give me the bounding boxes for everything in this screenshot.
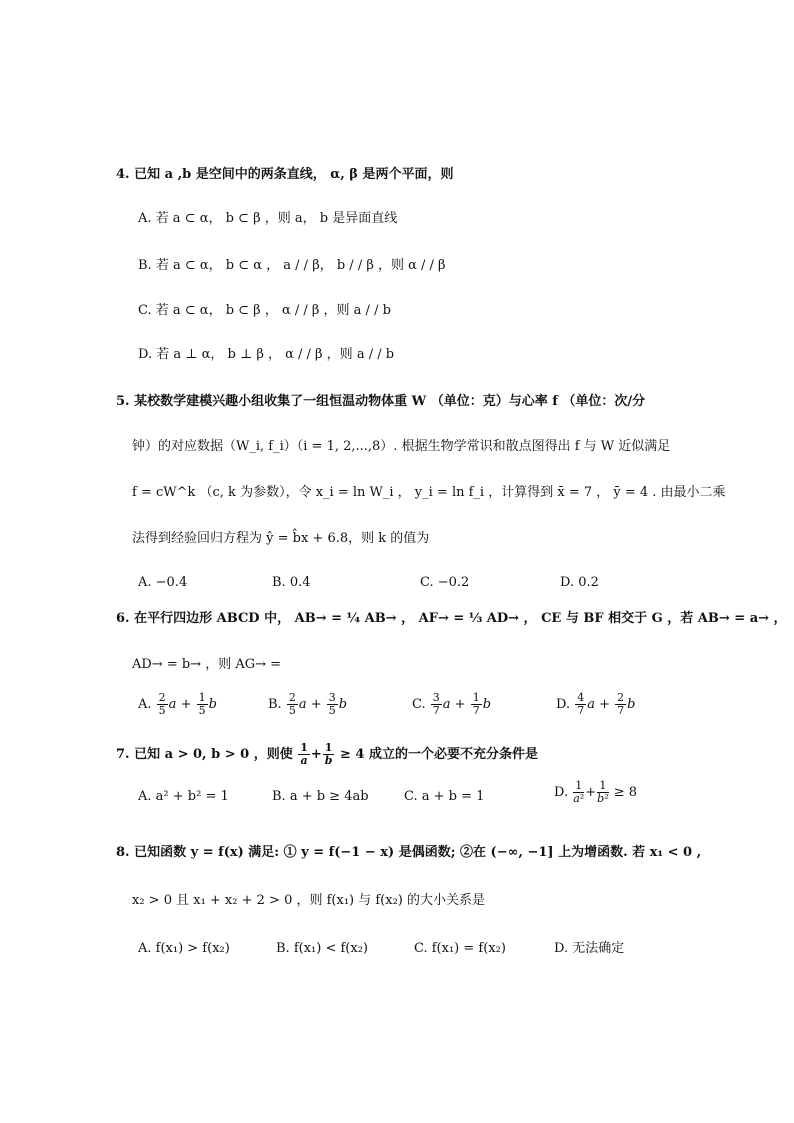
- q6-option-b-frac-1: $\frac{2}{5}$: [288, 691, 296, 717]
- q6-option-c: C. $\frac{3}{7}$ a + $\frac{1}{7}$ b: [412, 691, 492, 717]
- q7-option-d-frac-2: $\frac{1}{\text{b²}}$: [597, 779, 609, 805]
- q7-stem-post: ≥ 4 成立的一个必要不充分条件是: [339, 747, 538, 762]
- q4-option-a: A. 若 a ⊂ α， b ⊂ β ，则 a， b 是异面直线: [138, 211, 398, 226]
- q5-line-2: 钟）的对应数据（W_i, f_i）（i = 1, 2,...,8）. 根据生物学常识和散点图得出 f 与 W 近似满足: [132, 439, 671, 454]
- q6-option-a-label: A.: [138, 697, 152, 712]
- q5-option-c: C. −0.2: [420, 575, 470, 590]
- q7-stem-pre: 7. 已知 a > 0, b > 0 ，则使: [116, 747, 293, 762]
- q8-option-d: D. 无法确定: [554, 941, 625, 956]
- q6-option-a: A. $\frac{2}{5}$ a + $\frac{1}{5}$ b: [138, 691, 217, 717]
- q5-option-d: D. 0.2: [560, 575, 599, 590]
- q5-option-b: B. 0.4: [272, 575, 311, 590]
- q8-line-1: 8. 已知函数 y = f(x) 满足: ① y = f(−1 − x) 是偶函数; ②在 (−∞, −1] 上为增函数. 若 x₁ < 0 ,: [116, 845, 702, 860]
- q6-option-d-frac-1: $\frac{4}{7}$: [577, 691, 585, 717]
- q6-option-c-frac-2: $\frac{1}{7}$: [472, 691, 480, 717]
- q7-option-d-tail: ≥ 8: [613, 785, 638, 800]
- q6-option-d-frac-2: $\frac{2}{7}$: [617, 691, 625, 717]
- q5-option-a: A. −0.4: [138, 575, 188, 590]
- q8-option-c: C. f(x₁) = f(x₂): [414, 941, 506, 956]
- q7-option-c: C. a + b = 1: [404, 789, 485, 804]
- q7-frac-1-over-a: $\frac{1}{a}$: [300, 741, 308, 767]
- q7-option-d-frac-1: $\frac{1}{\text{a²}}$: [573, 779, 585, 805]
- q4-option-b: B. 若 a ⊂ α， b ⊂ α ， a / / β， b / / β ，则 α / / β: [138, 258, 446, 273]
- q7-option-d-label: D.: [554, 785, 569, 800]
- q6-line-1: 6. 在平行四边形 ABCD 中， AB→ = ¼ AB→ ， AF→ = ⅓ AD→ ， CE 与 BF 相交于 G ，若 AB→ = a→ ，: [116, 611, 787, 626]
- q4-option-d: D. 若 a ⊥ α， b ⊥ β ， α / / β ，则 a / / b: [138, 347, 395, 362]
- q4-stem: 4. 已知 a ,b 是空间中的两条直线， α, β 是两个平面，则: [116, 167, 454, 182]
- q7-option-b: B. a + b ≥ 4ab: [272, 789, 369, 804]
- q7-frac-1-over-b: $\frac{1}{b}$: [324, 741, 333, 767]
- q7-option-a: A. a² + b² = 1: [138, 789, 229, 804]
- q6-line-2: AD→ = b→ ，则 AG→ =: [132, 657, 282, 672]
- q6-option-d: D. $\frac{4}{7}$ a + $\frac{2}{7}$ b: [556, 691, 636, 717]
- q7-stem: 7. 已知 a > 0, b > 0 ，则使 $\frac{1}{a}$ + $\frac{1}{b}$ ≥ 4 成立的一个必要不充分条件是: [116, 741, 538, 767]
- q6-option-b-frac-2: $\frac{3}{5}$: [328, 691, 336, 717]
- q8-option-a: A. f(x₁) > f(x₂): [138, 941, 230, 956]
- q5-line-4: 法得到经验回归方程为 ŷ = b̂x + 6.8，则 k 的值为: [132, 531, 430, 546]
- q7-option-d: D. $\frac{1}{\text{a²}}$ + $\frac{1}{\text{b²}}$ ≥ 8: [554, 779, 638, 805]
- q5-line-1: 5. 某校数学建模兴趣小组收集了一组恒温动物体重 W （单位：克）与心率 f （单位：次/分: [116, 394, 646, 409]
- q8-option-b: B. f(x₁) < f(x₂): [276, 941, 368, 956]
- q6-option-b: B. $\frac{2}{5}$ a + $\frac{3}{5}$ b: [268, 691, 348, 717]
- q6-option-a-frac-1: $\frac{2}{5}$: [158, 691, 166, 717]
- q6-option-b-label: B.: [268, 697, 282, 712]
- q6-option-c-label: C.: [412, 697, 426, 712]
- q6-option-d-label: D.: [556, 697, 571, 712]
- q5-line-3: f = cW^k （c, k 为参数），令 x_i = ln W_i ， y_i = ln f_i ，计算得到 x̄ = 7 ， ȳ = 4 . 由最小二乘: [132, 485, 726, 500]
- q8-line-2: x₂ > 0 且 x₁ + x₂ + 2 > 0 ，则 f(x₁) 与 f(x₂) 的大小关系是: [132, 893, 485, 908]
- q6-option-a-frac-2: $\frac{1}{5}$: [198, 691, 206, 717]
- q4-option-c: C. 若 a ⊂ α， b ⊂ β ， α / / β ，则 a / / b: [138, 303, 391, 318]
- q6-option-c-frac-1: $\frac{3}{7}$: [432, 691, 440, 717]
